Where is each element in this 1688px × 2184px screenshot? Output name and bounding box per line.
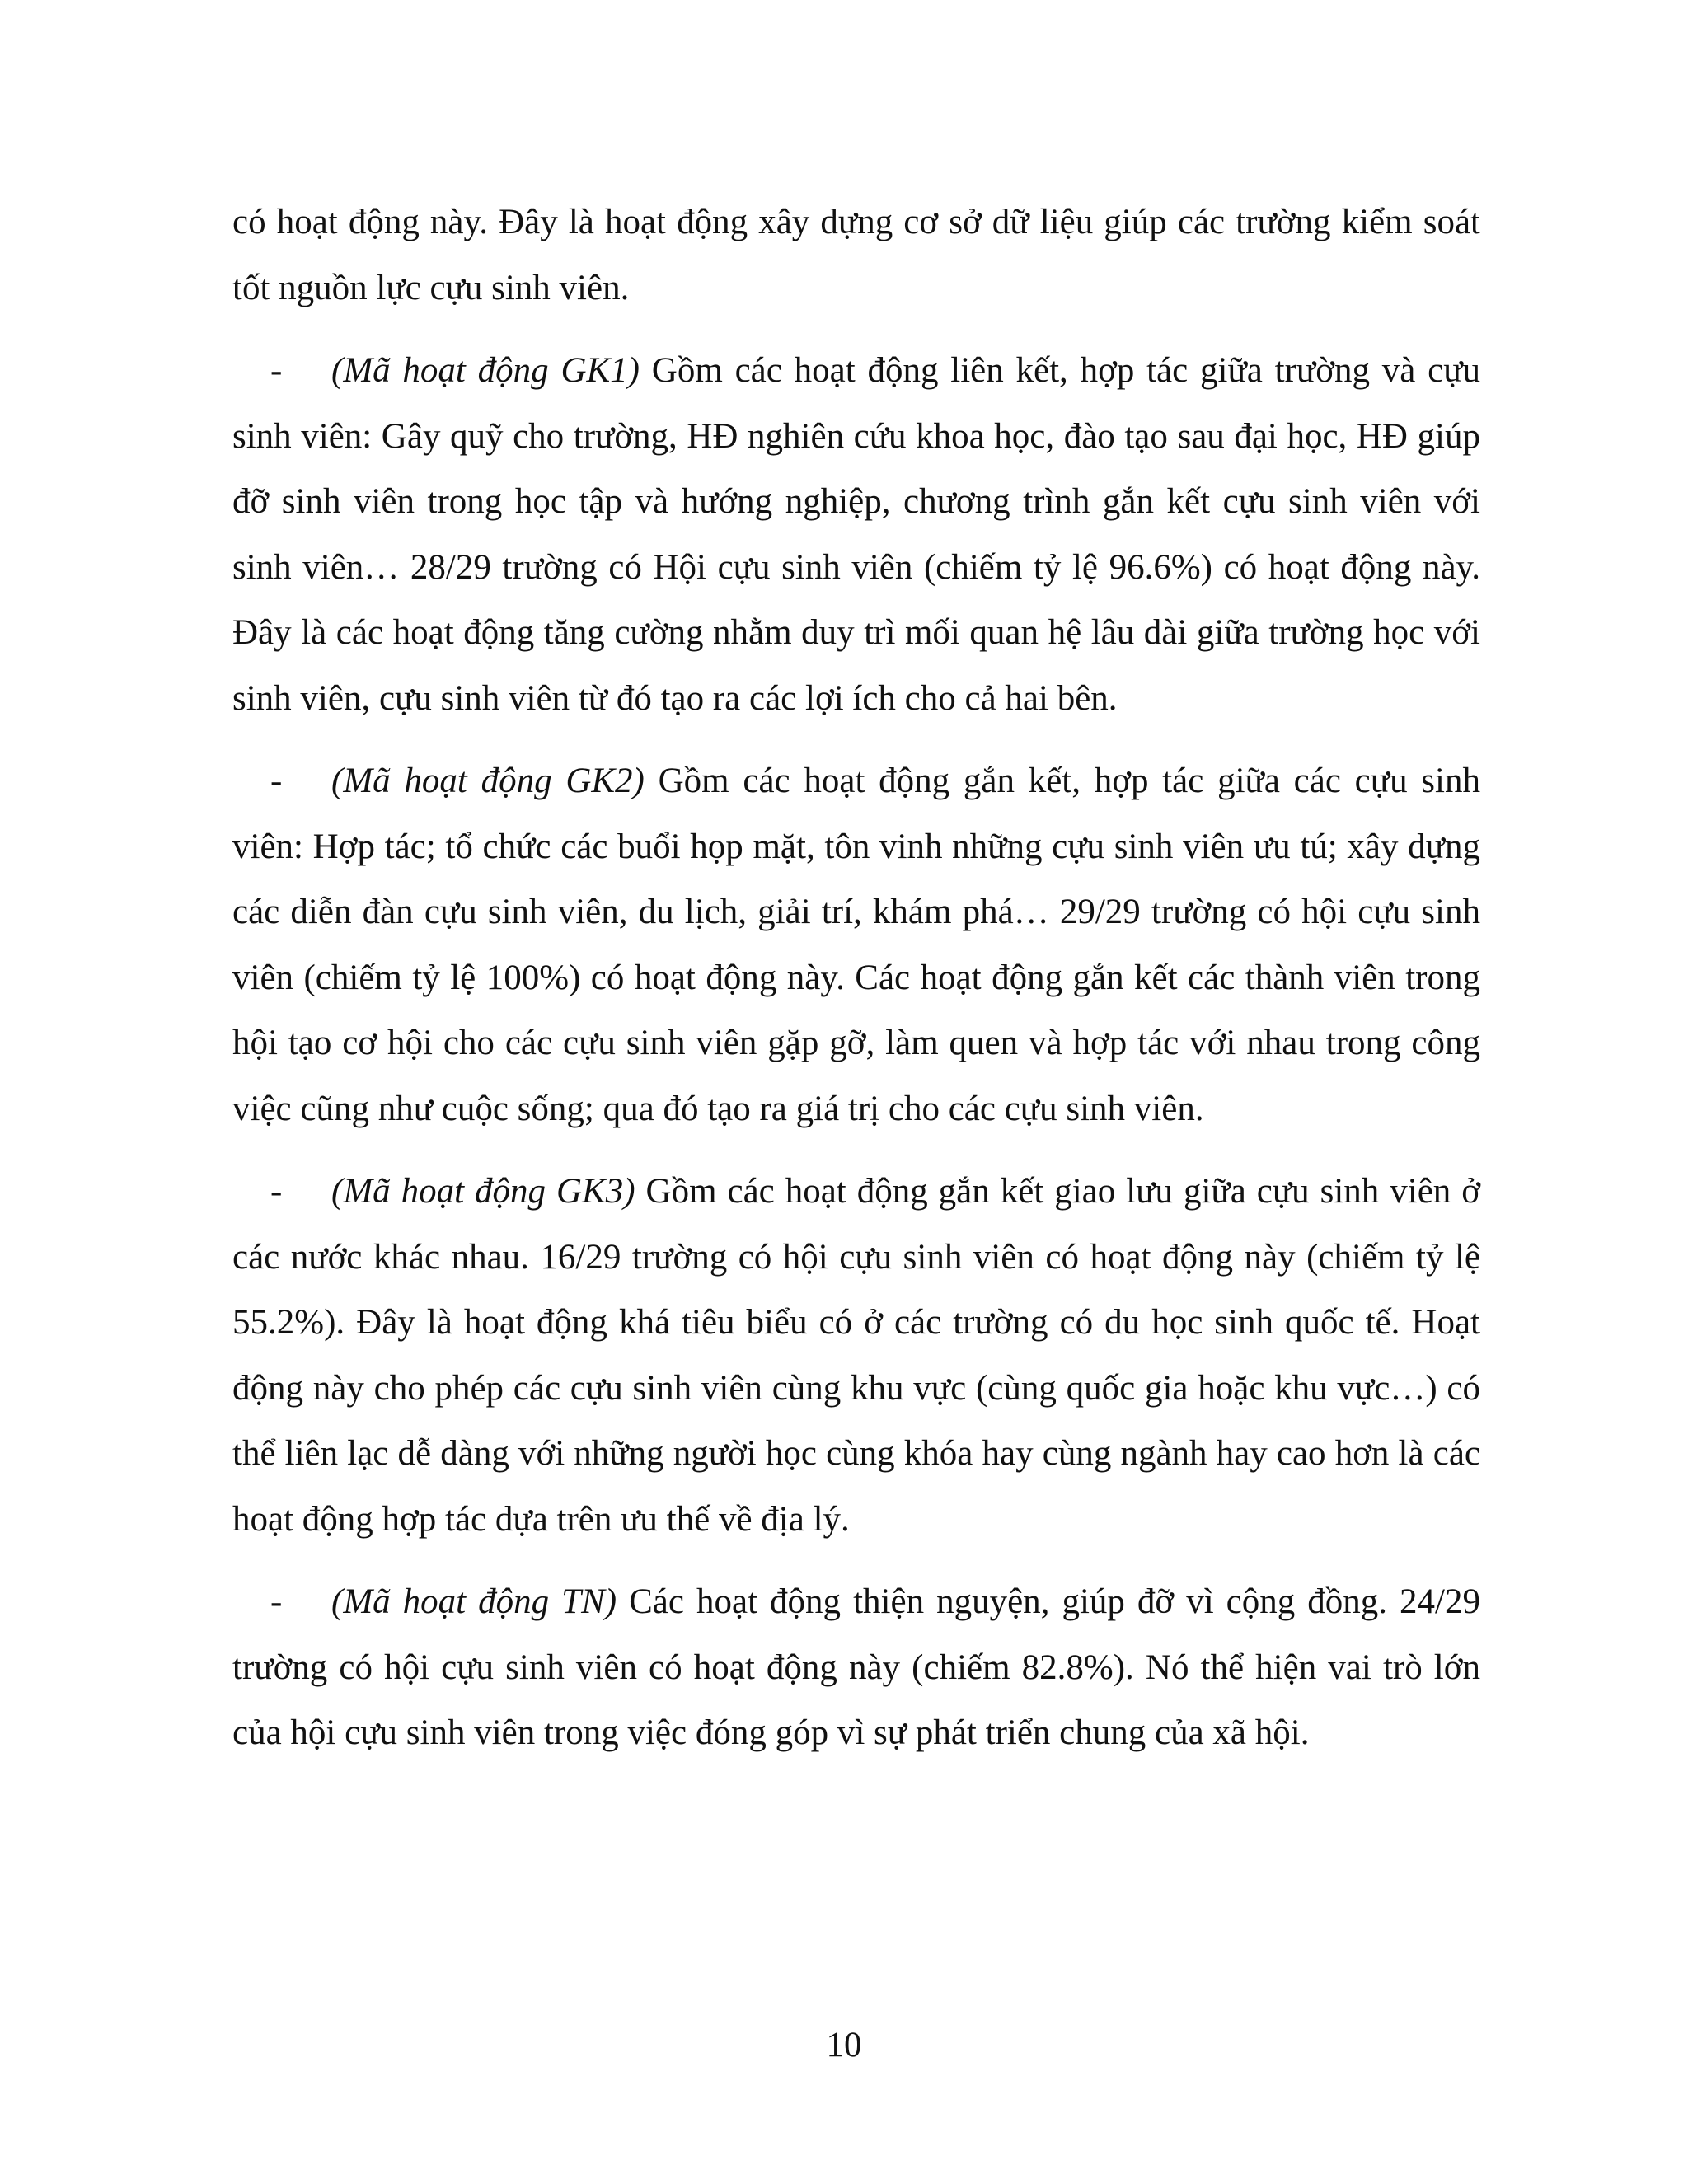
paragraph-text: Các hoạt động thiện nguyện, giúp đỡ vì cộng đồng. 24/29 trường có hội cựu sinh viên có hoạt động này (chiếm 82.8%). Nó thể hiện vai trò lớn của hội cựu sinh viên trong việc đóng góp vì sự phát triển chung của xã hội. [232,1582,1481,1752]
paragraph-tn [232,1569,1480,1766]
bullet-dash: - [270,1582,283,1621]
paragraph-text: Gồm các hoạt động gắn kết, hợp tác giữa các cựu sinh viên: Hợp tác; tổ chức các buổi họp mặt, tôn vinh những cựu sinh viên ưu tú; xây dựng các diễn đàn cựu sinh viên, du lịch, giải trí, khám phá… 29/29 trường có hội cựu sinh viên (chiếm tỷ lệ 100%) có hoạt động này. Các hoạt động gắn kết các thành viên trong hội tạo cơ hội cho các cựu sinh viên gặp gỡ, làm quen và hợp tác với nhau trong công việc cũng như cuộc sống; qua đó tạo ra giá trị cho các cựu sinh viên. [232,762,1480,1128]
paragraph-text: Gồm các hoạt động gắn kết giao lưu giữa cựu sinh viên ở các nước khác nhau. 16/29 trường có hội cựu sinh viên có hoạt động này (chiếm tỷ lệ 55.2%). Đây là hoạt động khá tiêu biểu có ở các trường có du học sinh quốc tế. Hoạt động này cho phép các cựu sinh viên cùng khu vực (cùng quốc gia hoặc khu vực…) có thể liên lạc dễ dàng với những người học cùng khóa hay cùng ngành hay cao hơn là các hoạt động hợp tác dựa trên ưu thế về địa lý. [232,1172,1480,1539]
paragraph-text: có hoạt động này. Đây là hoạt động xây dựng cơ sở dữ liệu giúp các trường kiểm soát tốt nguồn lực cựu sinh viên. [232,203,1480,307]
activity-code: (Mã hoạt động TN) [331,1582,617,1621]
paragraph-gk1 [232,338,1480,731]
paragraph-intro [232,190,1480,321]
paragraph-gk3 [232,1159,1480,1552]
bullet-dash: - [270,1172,283,1211]
activity-code: (Mã hoạt động GK1) [331,351,640,390]
page-number: 10 [826,2026,862,2064]
bullet-dash: - [270,351,283,390]
activity-code: (Mã hoạt động GK2) [331,762,645,800]
paragraph-gk2 [232,748,1480,1141]
paragraph-text: Gồm các hoạt động liên kết, hợp tác giữa trường và cựu sinh viên: Gây quỹ cho trường, HĐ nghiên cứu khoa học, đào tạo sau đại học, HĐ giúp đỡ sinh viên trong học tập và hướng nghiệp, chương trình gắn kết cựu sinh viên với sinh viên… 28/29 trường có Hội cựu sinh viên (chiếm tỷ lệ 96.6%) có hoạt động này. Đây là các hoạt động tăng cường nhằm duy trì mối quan hệ lâu dài giữa trường học với sinh viên, cựu sinh viên từ đó tạo ra các lợi ích cho cả hai bên. [232,351,1481,718]
document-page [232,190,1480,1783]
bullet-dash: - [270,762,283,800]
activity-code: (Mã hoạt động GK3) [331,1172,635,1211]
